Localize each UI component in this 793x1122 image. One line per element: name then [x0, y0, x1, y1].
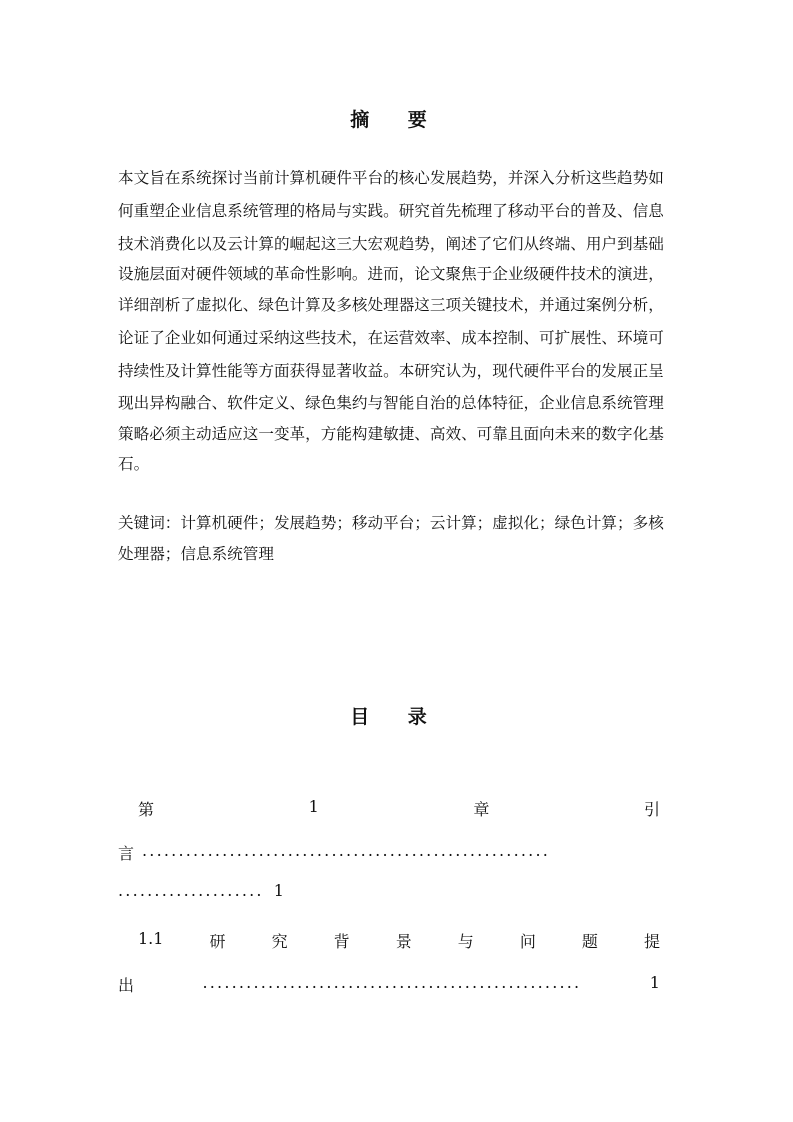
- toc-page-number: 1: [649, 973, 660, 992]
- toc-leader: ....................................................: [202, 973, 582, 992]
- abstract-line: 设施层面对硬件领域的革命性影响。进而，论文聚焦于企业级硬件技术的演进，: [118, 265, 664, 283]
- toc-leader: ........................................................: [142, 841, 551, 860]
- abstract-line: 策略必须主动适应这一变革，方能构建敏捷、高效、可靠且面向未来的数字化基: [118, 425, 664, 443]
- toc-word: 题: [581, 932, 598, 951]
- toc-word: 提: [643, 932, 660, 951]
- abstract-line: 技术消费化以及云计算的崛起这三大宏观趋势，阐述了它们从终端、用户到基础: [118, 235, 664, 253]
- abstract-line: 石。: [118, 455, 150, 473]
- toc-word: 景: [395, 932, 412, 951]
- toc-leader: ....................: [118, 881, 264, 900]
- toc-word: 1: [308, 797, 319, 816]
- toc-word: 问: [519, 932, 536, 951]
- toc-title: 目 录: [350, 706, 443, 728]
- abstract-line: 何重塑企业信息系统管理的格局与实践。研究首先梳理了移动平台的普及、信息: [118, 202, 664, 220]
- toc-word: 言: [118, 844, 135, 863]
- abstract-line: 论证了企业如何通过采纳这些技术，在运营效率、成本控制、可扩展性、环境可: [118, 329, 664, 347]
- toc-word: 章: [473, 800, 490, 819]
- keywords-line: 关键词：计算机硬件；发展趋势；移动平台；云计算；虚拟化；绿色计算；多核: [118, 514, 664, 532]
- toc-word: 研: [209, 932, 226, 951]
- toc-word: 第: [138, 800, 155, 819]
- abstract-title: 摘 要: [350, 109, 443, 131]
- toc-word: 1.1: [138, 929, 164, 948]
- toc-page-number: 1: [273, 881, 284, 900]
- abstract-line: 现出异构融合、软件定义、绿色集约与智能自治的总体特征，企业信息系统管理: [118, 394, 664, 412]
- abstract-line: 本文旨在系统探讨当前计算机硬件平台的核心发展趋势，并深入分析这些趋势如: [118, 169, 664, 187]
- abstract-line: 持续性及计算性能等方面获得显著收益。本研究认为，现代硬件平台的发展正呈: [118, 362, 664, 380]
- toc-word: 与: [457, 932, 474, 951]
- toc-word: 引: [643, 800, 660, 819]
- keywords-line: 处理器；信息系统管理: [118, 545, 274, 563]
- toc-word: 背: [333, 932, 350, 951]
- abstract-line: 详细剖析了虚拟化、绿色计算及多核处理器这三项关键技术，并通过案例分析，: [118, 296, 664, 314]
- toc-word: 究: [271, 932, 288, 951]
- toc-word: 出: [118, 976, 135, 995]
